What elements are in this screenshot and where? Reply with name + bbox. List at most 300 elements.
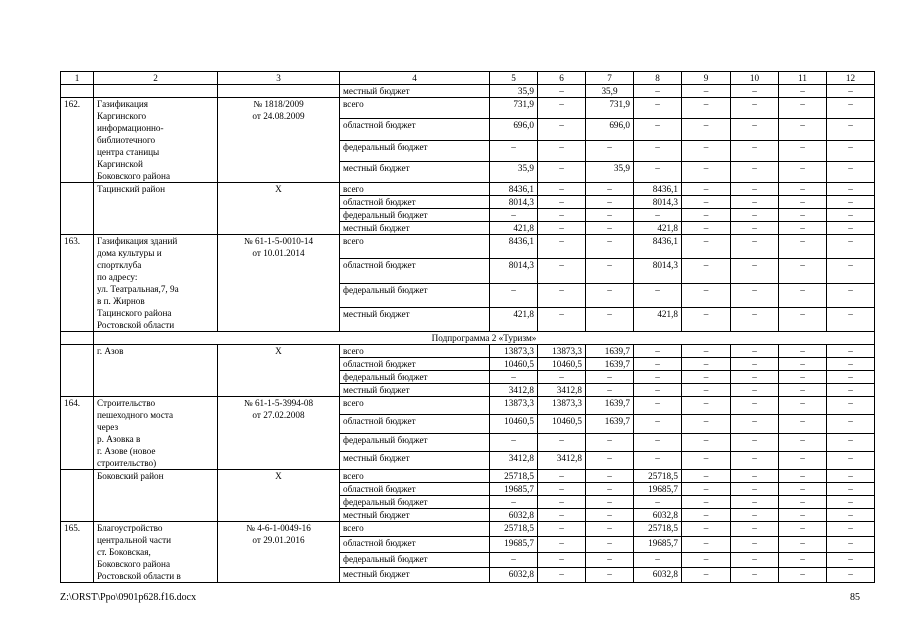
value-cell: – xyxy=(779,358,827,371)
value-cell: 25718,5 xyxy=(634,522,682,537)
funding-source: областной бюджет xyxy=(340,415,490,433)
value-cell: – xyxy=(779,433,827,451)
value-cell: – xyxy=(731,98,779,119)
value-cell: – xyxy=(682,98,731,119)
value-cell: – xyxy=(586,283,634,307)
value-cell: – xyxy=(731,140,779,161)
value-cell: – xyxy=(731,183,779,196)
value-cell: – xyxy=(538,496,586,509)
object-name: г. Азов xyxy=(94,345,218,397)
value-cell: – xyxy=(779,222,827,235)
value-cell: – xyxy=(586,496,634,509)
value-cell: – xyxy=(538,98,586,119)
value-cell: – xyxy=(682,345,731,358)
value-cell: – xyxy=(779,509,827,522)
value-cell: – xyxy=(586,470,634,483)
value-cell: 13873,3 xyxy=(490,397,538,415)
value-cell: – xyxy=(779,183,827,196)
object-name: Строительство пешеходного моста через р. Азовка в г. Азове (новое строительство) xyxy=(94,397,218,470)
value-cell: – xyxy=(586,235,634,259)
value-cell: – xyxy=(731,235,779,259)
value-cell: – xyxy=(731,537,779,552)
header-cell: 3 xyxy=(218,72,340,85)
value-cell: – xyxy=(827,183,875,196)
value-cell: – xyxy=(827,509,875,522)
value-cell: – xyxy=(779,283,827,307)
value-cell: – xyxy=(634,496,682,509)
value-cell: – xyxy=(827,496,875,509)
value-cell: – xyxy=(779,259,827,283)
document-ref: Х xyxy=(218,470,340,522)
funding-source: всего xyxy=(340,470,490,483)
value-cell: – xyxy=(634,358,682,371)
value-cell: – xyxy=(682,552,731,567)
value-cell: – xyxy=(731,552,779,567)
value-cell: 19685,7 xyxy=(490,537,538,552)
value-cell: – xyxy=(586,222,634,235)
num-cell xyxy=(61,332,94,345)
value-cell: 6032,8 xyxy=(490,567,538,582)
value-cell: – xyxy=(731,358,779,371)
value-cell: – xyxy=(682,415,731,433)
num-cell xyxy=(61,85,94,98)
value-cell: – xyxy=(827,222,875,235)
table-row xyxy=(61,183,875,196)
value-cell: – xyxy=(779,85,827,98)
subheading-row xyxy=(61,332,875,345)
value-cell: – xyxy=(490,496,538,509)
value-cell: – xyxy=(779,345,827,358)
value-cell: – xyxy=(827,85,875,98)
value-cell: – xyxy=(538,209,586,222)
value-cell: – xyxy=(827,537,875,552)
value-cell: 8014,3 xyxy=(634,196,682,209)
table-row xyxy=(61,85,875,98)
value-cell: – xyxy=(682,283,731,307)
value-cell: 8436,1 xyxy=(490,235,538,259)
funding-source: областной бюджет xyxy=(340,196,490,209)
value-cell: 6032,8 xyxy=(634,509,682,522)
value-cell: – xyxy=(634,119,682,140)
value-cell: – xyxy=(538,483,586,496)
funding-source: федеральный бюджет xyxy=(340,552,490,567)
value-cell: 10460,5 xyxy=(538,415,586,433)
value-cell: – xyxy=(779,140,827,161)
value-cell: – xyxy=(827,552,875,567)
value-cell: – xyxy=(586,307,634,331)
value-cell: – xyxy=(731,451,779,469)
value-cell: – xyxy=(731,345,779,358)
value-cell: – xyxy=(538,196,586,209)
value-cell: – xyxy=(827,119,875,140)
value-cell: – xyxy=(827,522,875,537)
value-cell: – xyxy=(827,371,875,384)
value-cell: 421,8 xyxy=(490,222,538,235)
value-cell: – xyxy=(682,451,731,469)
value-cell: – xyxy=(731,222,779,235)
value-cell: 731,9 xyxy=(586,98,634,119)
value-cell: – xyxy=(731,161,779,182)
document-ref: № 61-1-5-0010-14 от 10.01.2014 xyxy=(218,235,340,332)
value-cell: – xyxy=(586,509,634,522)
value-cell: 19685,7 xyxy=(634,483,682,496)
value-cell: – xyxy=(538,537,586,552)
value-cell: 13873,3 xyxy=(538,345,586,358)
value-cell: – xyxy=(779,371,827,384)
value-cell: – xyxy=(634,371,682,384)
funding-source: федеральный бюджет xyxy=(340,433,490,451)
value-cell: – xyxy=(779,98,827,119)
row-number xyxy=(61,183,94,235)
value-cell: – xyxy=(682,222,731,235)
budget-table xyxy=(60,71,875,583)
value-cell: 10460,5 xyxy=(490,415,538,433)
value-cell: – xyxy=(490,209,538,222)
value-cell: – xyxy=(634,552,682,567)
value-cell: 10460,5 xyxy=(538,358,586,371)
funding-source: всего xyxy=(340,345,490,358)
value-cell: – xyxy=(827,433,875,451)
value-cell: – xyxy=(682,433,731,451)
value-cell: – xyxy=(682,537,731,552)
value-cell: – xyxy=(731,483,779,496)
table-row xyxy=(61,397,875,415)
value-cell: 3412,8 xyxy=(538,384,586,397)
value-cell: – xyxy=(538,522,586,537)
value-cell: – xyxy=(538,433,586,451)
value-cell: – xyxy=(682,235,731,259)
value-cell: 421,8 xyxy=(490,307,538,331)
funding-source: федеральный бюджет xyxy=(340,496,490,509)
value-cell: – xyxy=(586,209,634,222)
value-cell: – xyxy=(827,415,875,433)
value-cell: – xyxy=(586,451,634,469)
value-cell: – xyxy=(731,259,779,283)
value-cell: – xyxy=(827,451,875,469)
value-cell: – xyxy=(731,307,779,331)
header-cell: 4 xyxy=(340,72,490,85)
value-cell: – xyxy=(731,384,779,397)
header-cell: 2 xyxy=(94,72,218,85)
value-cell: 421,8 xyxy=(634,307,682,331)
value-cell: – xyxy=(779,307,827,331)
value-cell: – xyxy=(538,222,586,235)
value-cell: – xyxy=(586,183,634,196)
source-cell: местный бюджет xyxy=(340,85,490,98)
value-cell: – xyxy=(827,345,875,358)
value-cell: – xyxy=(586,537,634,552)
value-cell: – xyxy=(538,140,586,161)
funding-source: местный бюджет xyxy=(340,384,490,397)
value-cell: – xyxy=(779,209,827,222)
value-cell: – xyxy=(779,397,827,415)
value-cell: – xyxy=(538,119,586,140)
funding-source: местный бюджет xyxy=(340,509,490,522)
header-cell: 8 xyxy=(634,72,682,85)
row-number: 163. xyxy=(61,235,94,332)
value-cell: – xyxy=(731,522,779,537)
row-number: 162. xyxy=(61,98,94,183)
value-cell: – xyxy=(779,496,827,509)
value-cell: – xyxy=(538,283,586,307)
funding-source: всего xyxy=(340,98,490,119)
value-cell: – xyxy=(538,307,586,331)
table-body xyxy=(61,72,875,583)
funding-source: федеральный бюджет xyxy=(340,140,490,161)
value-cell: – xyxy=(634,98,682,119)
table-row xyxy=(61,345,875,358)
value-cell: – xyxy=(779,470,827,483)
value-cell: 8014,3 xyxy=(490,259,538,283)
value-cell: 3412,8 xyxy=(490,384,538,397)
value-cell: 8436,1 xyxy=(490,183,538,196)
value-cell: – xyxy=(827,283,875,307)
value-cell: 6032,8 xyxy=(490,509,538,522)
value-cell: – xyxy=(586,196,634,209)
value-cell: 3412,8 xyxy=(538,451,586,469)
funding-source: всего xyxy=(340,183,490,196)
funding-source: местный бюджет xyxy=(340,222,490,235)
value-cell: – xyxy=(538,567,586,582)
value-cell: – xyxy=(779,483,827,496)
funding-source: местный бюджет xyxy=(340,161,490,182)
value-cell: – xyxy=(682,196,731,209)
value-cell: 10460,5 xyxy=(490,358,538,371)
value-cell: – xyxy=(731,397,779,415)
value-cell: – xyxy=(682,522,731,537)
value-cell: – xyxy=(779,552,827,567)
value-cell: – xyxy=(779,161,827,182)
value-cell: 8014,3 xyxy=(634,259,682,283)
value-cell: – xyxy=(827,161,875,182)
value-cell: – xyxy=(827,98,875,119)
header-cell: 7 xyxy=(586,72,634,85)
value-cell: – xyxy=(682,140,731,161)
value-cell: – xyxy=(779,451,827,469)
funding-source: областной бюджет xyxy=(340,358,490,371)
value-cell: – xyxy=(682,358,731,371)
header-cell: 1 xyxy=(61,72,94,85)
value-cell: – xyxy=(586,140,634,161)
value-cell: – xyxy=(731,119,779,140)
table-row xyxy=(61,522,875,537)
value-cell: 696,0 xyxy=(586,119,634,140)
document-ref: № 4-6-1-0049-16 от 29.01.2016 xyxy=(218,522,340,583)
value-cell: – xyxy=(731,209,779,222)
value-cell: – xyxy=(731,415,779,433)
funding-source: местный бюджет xyxy=(340,451,490,469)
value-cell: – xyxy=(538,371,586,384)
value-cell: – xyxy=(731,196,779,209)
value-cell: – xyxy=(634,397,682,415)
value-cell: – xyxy=(538,509,586,522)
funding-source: федеральный бюджет xyxy=(340,209,490,222)
object-name: Благоустройство центральной части ст. Боковская, Боковского района Ростовской области в xyxy=(94,522,218,583)
doc-cell xyxy=(218,85,340,98)
value-cell: – xyxy=(779,537,827,552)
value-cell: – xyxy=(827,209,875,222)
value-cell: – xyxy=(682,483,731,496)
value-cell: – xyxy=(682,209,731,222)
funding-source: федеральный бюджет xyxy=(340,371,490,384)
value-cell: – xyxy=(827,470,875,483)
value-cell: – xyxy=(731,85,779,98)
value-cell: – xyxy=(490,433,538,451)
value-cell: – xyxy=(779,196,827,209)
value-cell: – xyxy=(634,451,682,469)
value-cell: – xyxy=(634,85,682,98)
funding-source: областной бюджет xyxy=(340,119,490,140)
value-cell: – xyxy=(682,567,731,582)
value-cell: – xyxy=(586,259,634,283)
value-cell: – xyxy=(682,259,731,283)
header-cell: 6 xyxy=(538,72,586,85)
funding-source: областной бюджет xyxy=(340,483,490,496)
value-cell: – xyxy=(682,371,731,384)
value-cell: 35,9 xyxy=(490,161,538,182)
funding-source: областной бюджет xyxy=(340,259,490,283)
object-name: Газификация Каргинского информационно- библиотечного центра станицы Каргинской Боковского района xyxy=(94,98,218,183)
value-cell: – xyxy=(634,433,682,451)
funding-source: областной бюджет xyxy=(340,537,490,552)
value-cell: – xyxy=(538,259,586,283)
value-cell: – xyxy=(682,119,731,140)
value-cell: – xyxy=(490,371,538,384)
value-cell: 6032,8 xyxy=(634,567,682,582)
value-cell: – xyxy=(634,140,682,161)
value-cell: – xyxy=(682,509,731,522)
value-cell: – xyxy=(586,371,634,384)
funding-source: местный бюджет xyxy=(340,307,490,331)
value-cell: – xyxy=(779,415,827,433)
value-cell: 1639,7 xyxy=(586,358,634,371)
value-cell: – xyxy=(779,119,827,140)
document-ref: Х xyxy=(218,183,340,235)
table-row xyxy=(61,235,875,259)
value-cell: – xyxy=(682,496,731,509)
value-cell: – xyxy=(586,433,634,451)
value-cell: – xyxy=(731,509,779,522)
value-cell: – xyxy=(586,567,634,582)
table-row xyxy=(61,98,875,119)
subprogram-heading: Подпрограмма 2 «Туризм» xyxy=(94,332,875,345)
value-cell: – xyxy=(538,183,586,196)
header-cell: 12 xyxy=(827,72,875,85)
funding-source: всего xyxy=(340,235,490,259)
value-cell: 25718,5 xyxy=(490,522,538,537)
value-cell: – xyxy=(634,345,682,358)
value-cell: 13873,3 xyxy=(538,397,586,415)
header-row xyxy=(61,72,875,85)
value-cell: – xyxy=(586,552,634,567)
value-cell: – xyxy=(682,397,731,415)
value-cell: – xyxy=(634,415,682,433)
row-number: 165. xyxy=(61,522,94,583)
value-cell: – xyxy=(634,161,682,182)
funding-source: местный бюджет xyxy=(340,567,490,582)
value-cell: – xyxy=(731,371,779,384)
value-cell: – xyxy=(827,235,875,259)
value-cell: 8436,1 xyxy=(634,183,682,196)
value-cell: – xyxy=(682,161,731,182)
table-row xyxy=(61,470,875,483)
value-cell: 35,9 xyxy=(490,85,538,98)
value-cell: 8436,1 xyxy=(634,235,682,259)
value-cell: – xyxy=(827,196,875,209)
value-cell: 19685,7 xyxy=(490,483,538,496)
object-name: Боковский район xyxy=(94,470,218,522)
value-cell: – xyxy=(538,235,586,259)
value-cell: 1639,7 xyxy=(586,397,634,415)
value-cell: – xyxy=(682,470,731,483)
value-cell: – xyxy=(827,567,875,582)
value-cell: – xyxy=(634,209,682,222)
value-cell: – xyxy=(634,283,682,307)
value-cell: – xyxy=(586,522,634,537)
header-cell: 5 xyxy=(490,72,538,85)
value-cell: 3412,8 xyxy=(490,451,538,469)
document-ref: № 61-1-5-3994-08 от 27.02.2008 xyxy=(218,397,340,470)
value-cell: – xyxy=(538,470,586,483)
row-number xyxy=(61,470,94,522)
value-cell: – xyxy=(731,496,779,509)
value-cell: – xyxy=(827,483,875,496)
row-number: 164. xyxy=(61,397,94,470)
value-cell: – xyxy=(682,183,731,196)
document-ref: № 1818/2009 от 24.08.2009 xyxy=(218,98,340,183)
value-cell: – xyxy=(827,307,875,331)
object-name: Газификация зданий дома культуры и спортклуба по адресу: ул. Театральная,7, 9а в п. Жирнов Тацинского района Ростовской области xyxy=(94,235,218,332)
value-cell: 25718,5 xyxy=(490,470,538,483)
value-cell: – xyxy=(682,307,731,331)
value-cell: – xyxy=(634,384,682,397)
value-cell: – xyxy=(731,283,779,307)
value-cell: – xyxy=(490,552,538,567)
value-cell: – xyxy=(682,384,731,397)
file-path: Z:\ORST\Ppo\0901p628.f16.docx xyxy=(60,592,197,603)
funding-source: федеральный бюджет xyxy=(340,283,490,307)
document-ref: Х xyxy=(218,345,340,397)
value-cell: – xyxy=(586,483,634,496)
value-cell: – xyxy=(827,259,875,283)
value-cell: 421,8 xyxy=(634,222,682,235)
row-number xyxy=(61,345,94,397)
value-cell: – xyxy=(779,235,827,259)
value-cell: – xyxy=(682,85,731,98)
value-cell: – xyxy=(490,140,538,161)
value-cell: – xyxy=(731,433,779,451)
page-number: 85 xyxy=(850,592,860,603)
value-cell: 13873,3 xyxy=(490,345,538,358)
value-cell: – xyxy=(779,567,827,582)
value-cell: – xyxy=(827,384,875,397)
value-cell: – xyxy=(827,397,875,415)
value-cell: – xyxy=(538,161,586,182)
funding-source: всего xyxy=(340,522,490,537)
funding-source: всего xyxy=(340,397,490,415)
value-cell: 35,9 xyxy=(586,85,634,98)
header-cell: 10 xyxy=(731,72,779,85)
header-cell: 9 xyxy=(682,72,731,85)
value-cell: – xyxy=(538,552,586,567)
value-cell: 35,9 xyxy=(586,161,634,182)
value-cell: 25718,5 xyxy=(634,470,682,483)
value-cell: – xyxy=(779,522,827,537)
header-cell: 11 xyxy=(779,72,827,85)
value-cell: 1639,7 xyxy=(586,415,634,433)
object-name: Тацинский район xyxy=(94,183,218,235)
value-cell: – xyxy=(731,567,779,582)
